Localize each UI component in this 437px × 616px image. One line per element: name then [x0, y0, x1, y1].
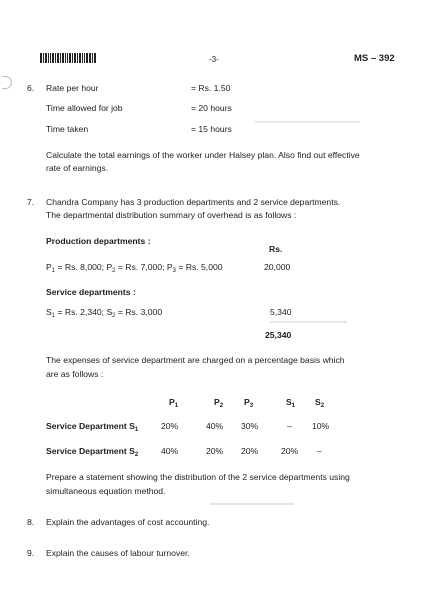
paper-code: MS – 392 — [354, 53, 395, 64]
grand-total: 25,340 — [265, 330, 292, 340]
service-departments-line: $S_1 = Rs$. 2,340; $S_2 = Rs$. 3,000 — [46, 307, 163, 319]
service-total: 5,340 — [270, 307, 292, 317]
table-cell: 30% — [241, 421, 259, 431]
q6-label-time-allowed: Time allowed for job — [46, 103, 123, 113]
table-cell: 20% — [281, 446, 299, 456]
column-header-p3: $P_3$ — [244, 397, 254, 409]
column-header-s1: $S_1$ — [286, 397, 296, 409]
q7-closing-text: simultaneous equation method. — [46, 486, 166, 496]
question-number: 6. — [27, 83, 35, 93]
q6-label-rate: Rate per hour — [46, 83, 99, 93]
production-total: 20,000 — [264, 262, 291, 272]
service-heading: Service departments : — [46, 287, 136, 297]
table-cell: 40% — [206, 421, 224, 431]
q9-text: Explain the causes of labour turnover. — [46, 548, 190, 558]
table-cell: – — [317, 446, 322, 456]
q7-closing-text: Prepare a statement showing the distribution of the 2 service departments using — [46, 472, 350, 482]
q6-instruction: rate of earnings. — [46, 163, 109, 173]
q6-value-time-allowed: = 20 hours — [191, 103, 232, 113]
q7-intro: The departmental distribution summary of overhead is as follows : — [46, 210, 297, 220]
page-number: -3- — [209, 55, 219, 64]
bleed-through-mark: ▬▬▬▬▬▬▬▬▬▬▬ — [270, 318, 347, 325]
row-label: Service Department $S_2$ — [46, 446, 139, 458]
column-header-s2: $S_2$ — [315, 397, 325, 409]
q7-intro: Chandra Company has 3 production departments and 2 service departments. — [46, 197, 341, 207]
column-header-p2: $P_2$ — [214, 397, 224, 409]
question-number: 9. — [27, 548, 35, 558]
table-cell: 20% — [161, 421, 179, 431]
question-number: 7. — [27, 197, 35, 207]
barcode — [40, 53, 96, 63]
q6-label-time-taken: Time taken — [46, 124, 89, 134]
production-heading: Production departments : — [46, 236, 151, 246]
rs-heading: Rs. — [269, 244, 283, 254]
q6-instruction: Calculate the total earnings of the worker under Halsey plan. Also find out effective — [46, 150, 360, 160]
q6-value-rate: = Rs. 1.50 — [191, 83, 231, 93]
table-cell: 10% — [312, 421, 330, 431]
row-label: Service Department $S_1$ — [46, 421, 139, 433]
punch-hole-mark — [2, 76, 12, 89]
bleed-through-mark: ▬▬▬▬▬▬▬▬▬▬▬▬▬▬▬ — [255, 118, 360, 125]
q8-text: Explain the advantages of cost accounting. — [46, 517, 210, 527]
bleed-through-mark: ▬▬▬▬▬▬▬▬▬▬▬▬ — [210, 500, 294, 507]
table-cell: 40% — [161, 446, 179, 456]
question-number: 8. — [27, 517, 35, 527]
q7-expense-text: The expenses of service department are charged on a percentage basis which — [46, 355, 345, 365]
q6-value-time-taken: = 15 hours — [191, 124, 232, 134]
q7-expense-text: are as follows : — [46, 369, 104, 379]
column-header-p1: $P_1$ — [169, 397, 179, 409]
table-cell: 20% — [241, 446, 259, 456]
production-departments-line: $P_1 = Rs$. 8,000; $P_2 = Rs$. 7,000; $P_3 = Rs$. 5,000 — [46, 262, 223, 274]
table-cell: 20% — [206, 446, 224, 456]
table-cell: – — [287, 421, 292, 431]
